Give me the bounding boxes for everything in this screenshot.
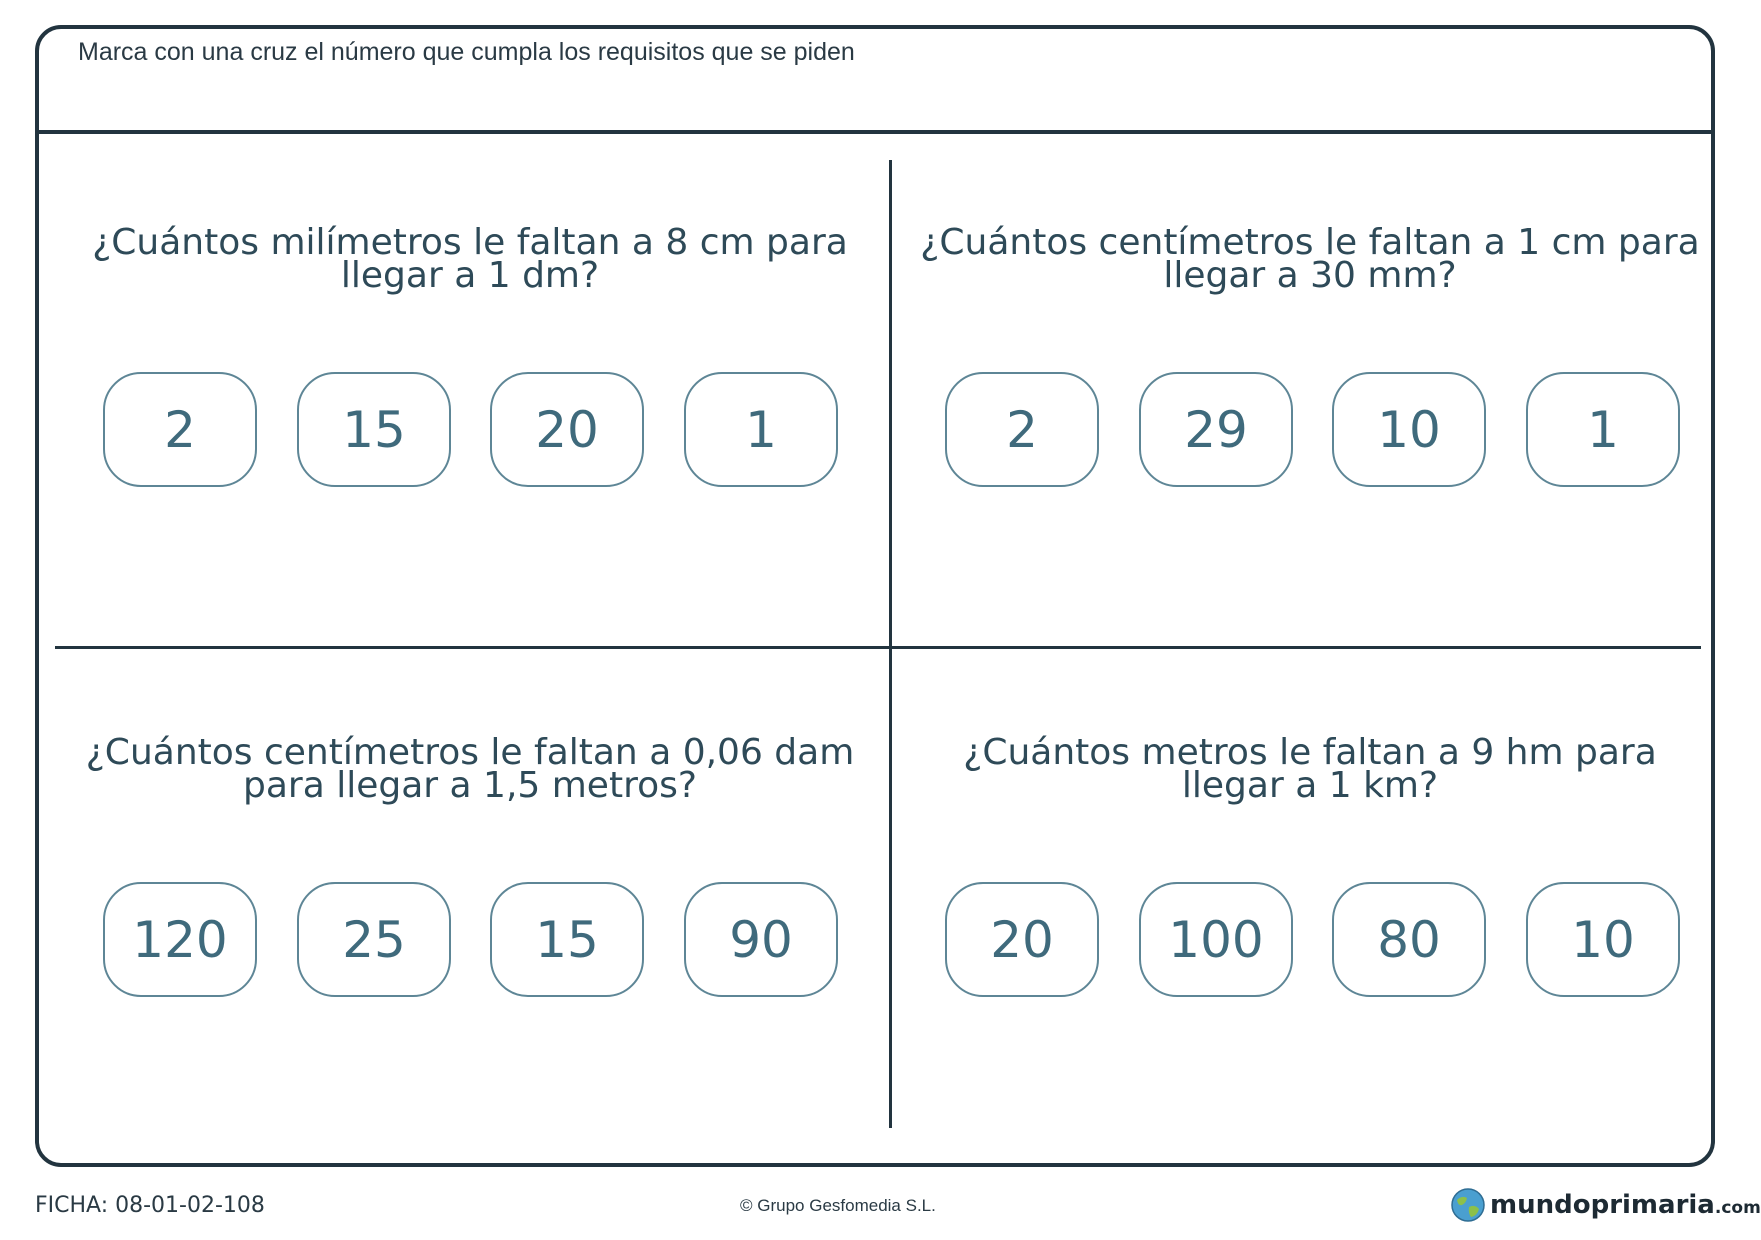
question-1-line-1: ¿Cuántos milímetros le faltan a 8 cm para: [92, 222, 848, 263]
q4-option-3[interactable]: 80: [1332, 882, 1486, 997]
q1-option-3[interactable]: 20: [490, 372, 644, 487]
q1-option-4[interactable]: 1: [684, 372, 838, 487]
question-3-line-2: para llegar a 1,5 metros?: [243, 765, 697, 806]
question-3-line-1: ¿Cuántos centímetros le faltan a 0,06 dam: [85, 732, 855, 773]
header-divider: [35, 130, 1715, 134]
question-1-line-2: llegar a 1 dm?: [340, 255, 600, 296]
question-4-line-1: ¿Cuántos metros le faltan a 9 hm para: [963, 732, 1657, 773]
q3-option-1[interactable]: 120: [103, 882, 257, 997]
q4-option-1[interactable]: 20: [945, 882, 1099, 997]
question-2: [900, 222, 1720, 296]
question-1: [60, 222, 880, 296]
q2-option-2[interactable]: 29: [1139, 372, 1293, 487]
q3-option-2[interactable]: 25: [297, 882, 451, 997]
question-3: [60, 732, 880, 806]
q2-option-4[interactable]: 1: [1526, 372, 1680, 487]
brand-tld: .com: [1714, 1198, 1761, 1218]
horizontal-divider: [55, 646, 1701, 649]
copyright-text: © Grupo Gesfomedia S.L.: [740, 1196, 936, 1215]
question-4: [900, 732, 1720, 806]
globe-icon: [1450, 1187, 1486, 1223]
worksheet-code: FICHA: 08-01-02-108: [35, 1193, 265, 1218]
question-2-line-1: ¿Cuántos centímetros le faltan a 1 cm para: [920, 222, 1700, 263]
vertical-divider: [889, 160, 892, 1128]
q4-option-4[interactable]: 10: [1526, 882, 1680, 997]
brand-logo[interactable]: [1450, 1187, 1761, 1223]
q3-option-4[interactable]: 90: [684, 882, 838, 997]
instruction-text: Marca con una cruz el número que cumpla los requisitos que se piden: [78, 38, 855, 66]
worksheet-frame: [35, 25, 1715, 1167]
q2-option-3[interactable]: 10: [1332, 372, 1486, 487]
q1-option-2[interactable]: 15: [297, 372, 451, 487]
q1-option-1[interactable]: 2: [103, 372, 257, 487]
question-4-line-2: llegar a 1 km?: [1181, 765, 1439, 806]
brand-name: mundoprimaria: [1490, 1190, 1715, 1220]
q4-option-2[interactable]: 100: [1139, 882, 1293, 997]
question-2-line-2: llegar a 30 mm?: [1163, 255, 1457, 296]
q2-option-1[interactable]: 2: [945, 372, 1099, 487]
q3-option-3[interactable]: 15: [490, 882, 644, 997]
